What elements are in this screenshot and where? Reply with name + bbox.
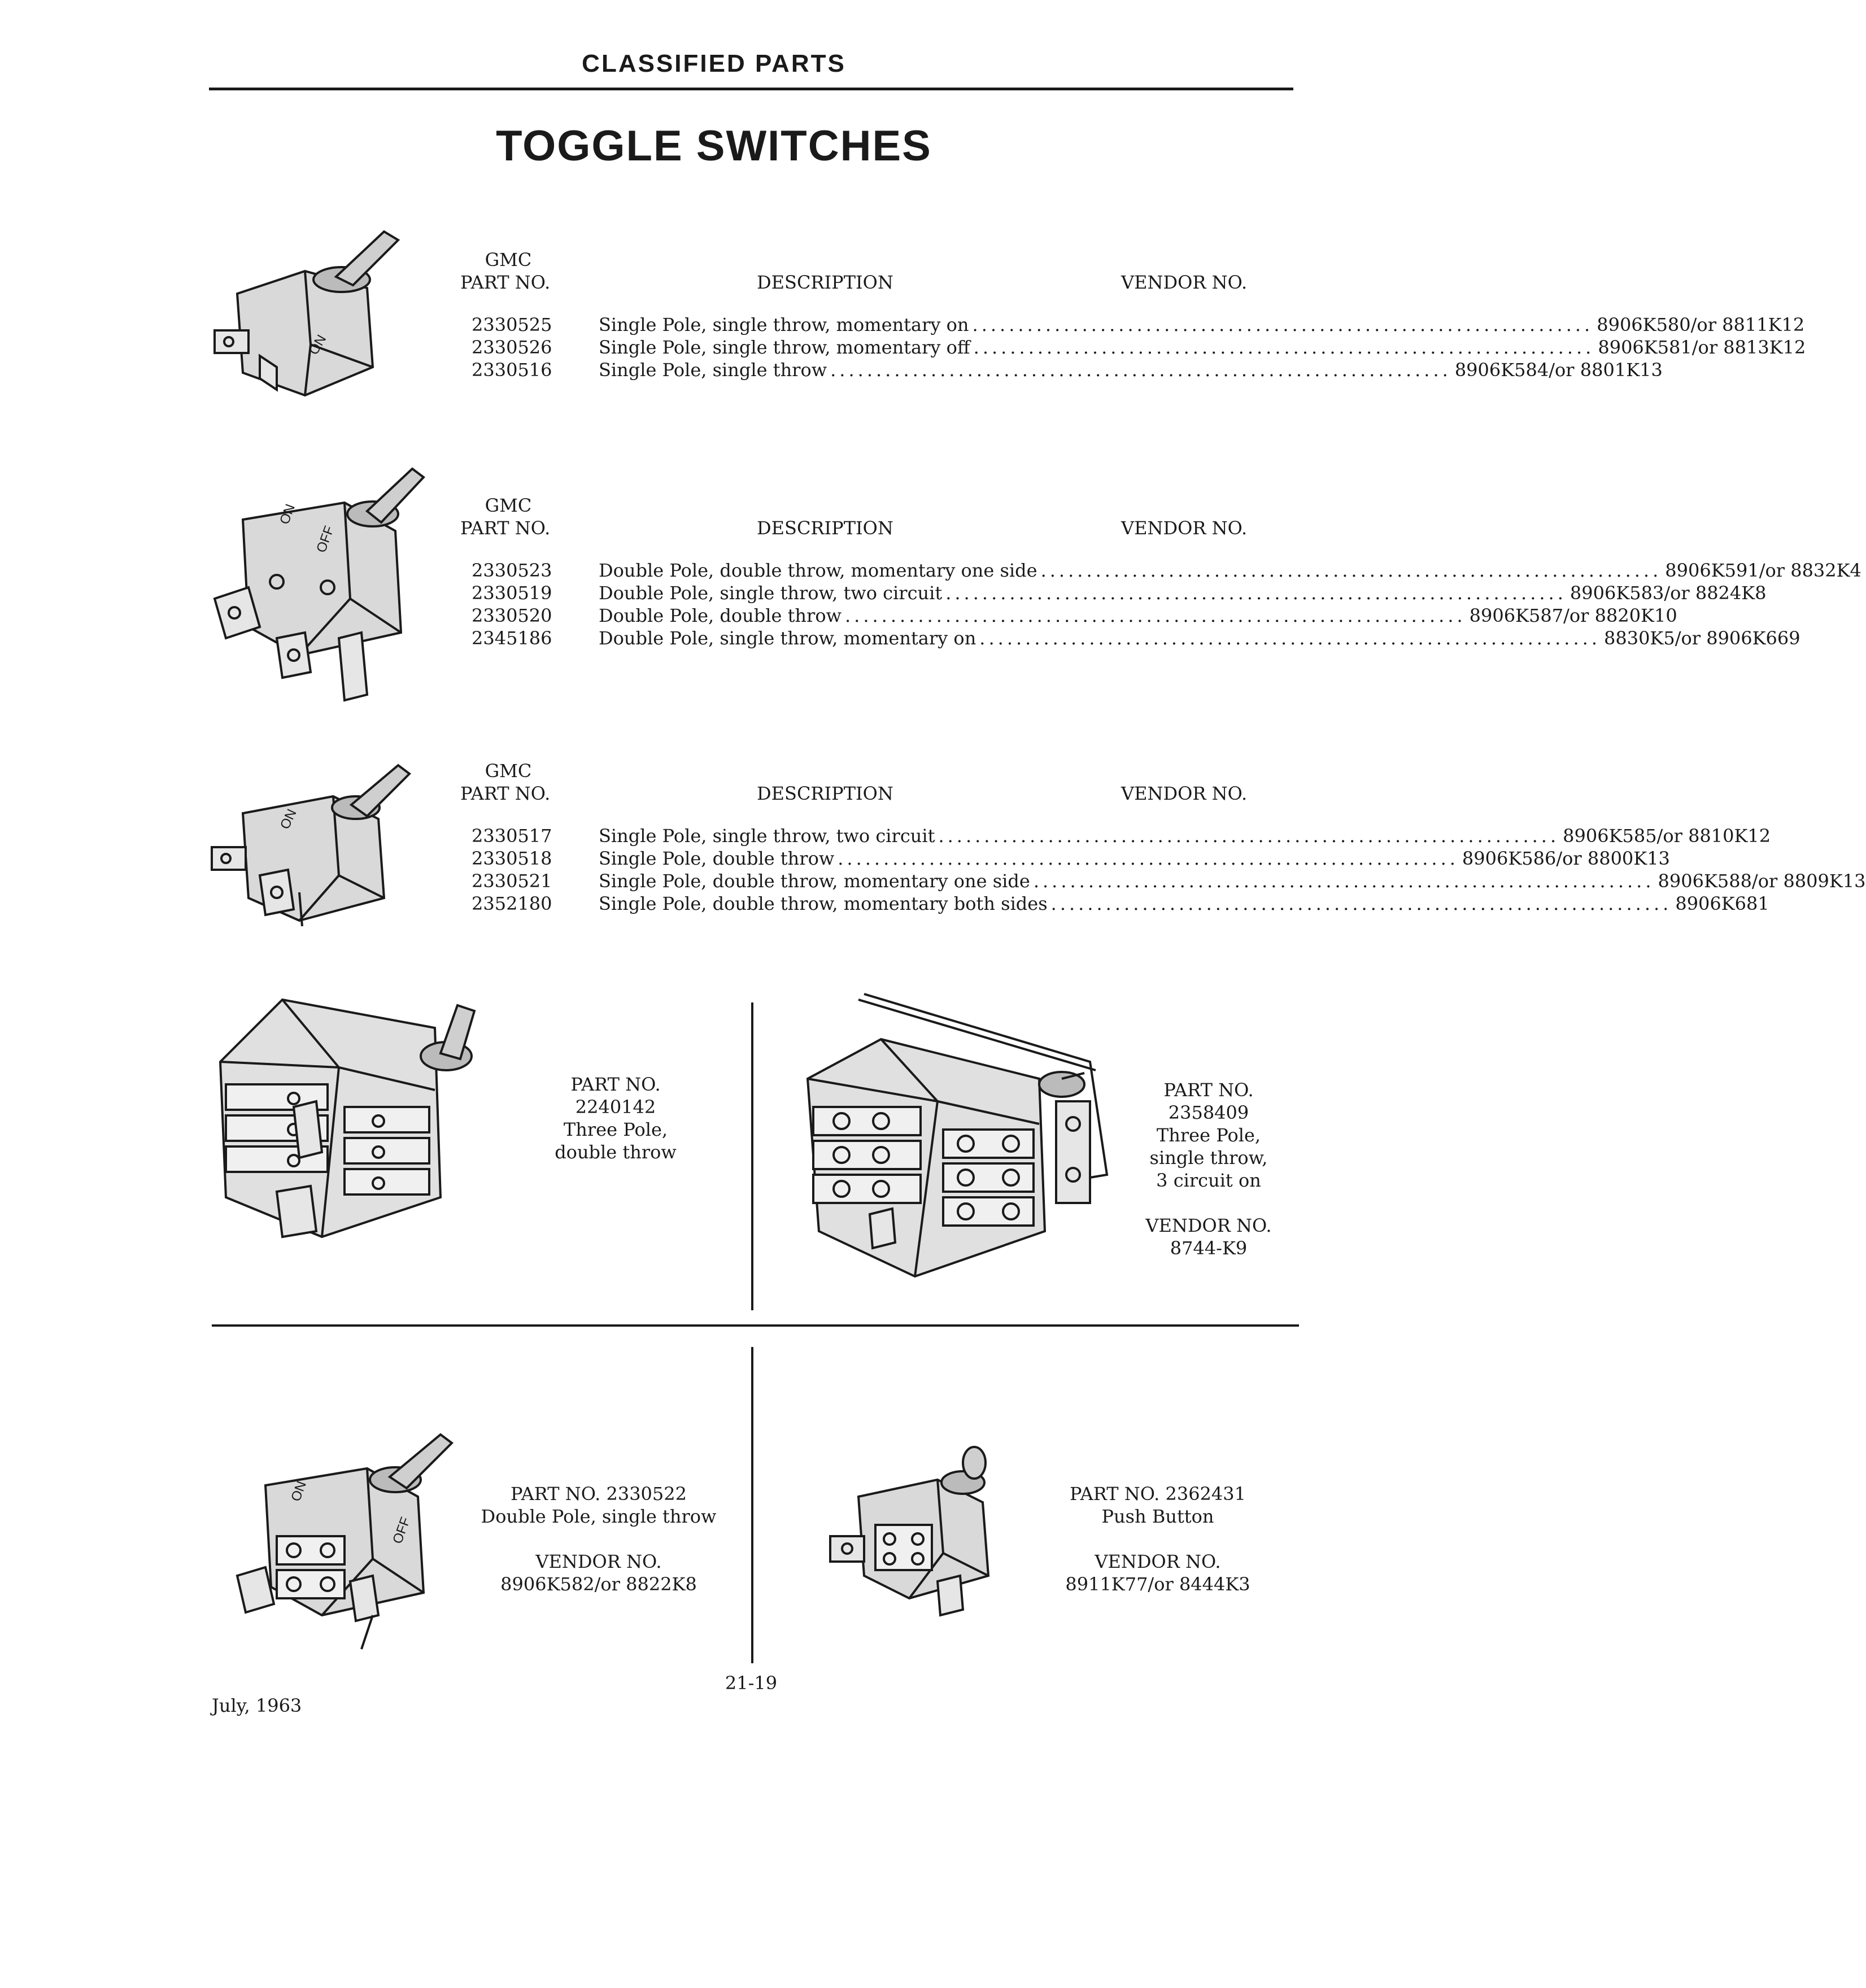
group2-gmc-heading: GMC [485, 495, 532, 516]
panel-separator-rule [212, 1324, 1299, 1327]
group2-row4-vendor: 8830K5/or 8906K669 [1603, 627, 1800, 649]
group3-row1 [599, 825, 1771, 847]
page-title: TOGGLE SWITCHES [496, 122, 932, 170]
group2-row4 [599, 627, 1800, 649]
panel-divider-top [751, 1002, 753, 1310]
section-header: CLASSIFIED PARTS [582, 50, 846, 77]
group1-row3-vendor: 8906K584/or 8801K13 [1454, 359, 1663, 381]
panel-2362431-label: PART NO. 2362431 [1070, 1483, 1246, 1505]
group2-vendor-heading: VENDOR NO. [1121, 517, 1248, 539]
group1-row3 [599, 359, 1663, 381]
group1-row1-desc: Single Pole, single throw, momentary on [599, 314, 969, 335]
group1-row3-part: 2330516 [472, 359, 552, 381]
group1-row1-part: 2330525 [472, 314, 552, 335]
three-pole-switch-illustration-2358409 [796, 994, 1124, 1288]
panel-2330522-line1: Double Pole, single throw [481, 1506, 717, 1527]
group3-gmc-heading: GMC [485, 760, 532, 782]
on-marking: ON [277, 502, 298, 527]
panel-2358409-number: 2358409 [1168, 1102, 1249, 1123]
toggle-switch-illustration-1 [203, 226, 407, 407]
panel-2240142-label: PART NO. [570, 1074, 661, 1095]
group3-row4 [599, 892, 1769, 915]
group2-row2-part: 2330519 [472, 582, 552, 604]
panel-2358409-vendor: 8744-K9 [1170, 1237, 1248, 1259]
publication-date: July, 1963 [212, 1695, 302, 1716]
panel-2330522-label: PART NO. 2330522 [511, 1483, 687, 1505]
on-marking: ON [306, 332, 330, 358]
toggle-switch-illustration-2330522 [226, 1423, 452, 1660]
panel-2358409-label: PART NO. [1163, 1079, 1254, 1101]
panel-2362431-vendor: 8911K77/or 8444K3 [1065, 1573, 1250, 1595]
group3-row2-part: 2330518 [472, 848, 552, 869]
page-number: 21-19 [725, 1672, 778, 1694]
group3-row2-desc: Single Pole, double throw [599, 848, 835, 869]
group2-part-heading: PART NO. [460, 517, 551, 539]
leader-dots: .................................................................... [838, 848, 1459, 869]
panel-2240142-number: 2240142 [575, 1096, 656, 1118]
group1-description-heading: DESCRIPTION [757, 272, 893, 293]
group3-row1-desc: Single Pole, single throw, two circuit [599, 825, 935, 847]
leader-dots: .................................................................... [1040, 560, 1662, 581]
toggle-switch-illustration-3 [203, 762, 418, 932]
group1-row2 [599, 336, 1806, 359]
group3-row4-desc: Single Pole, double throw, momentary both sides [599, 893, 1048, 914]
group1-part-heading: PART NO. [460, 272, 551, 293]
group2-row2-desc: Double Pole, single throw, two circuit [599, 582, 943, 604]
group3-row3-vendor: 8906K588/or 8809K13 [1658, 870, 1866, 892]
group3-row2-vendor: 8906K586/or 8800K13 [1462, 848, 1670, 869]
group2-row3-vendor: 8906K587/or 8820K10 [1469, 605, 1677, 626]
panel-2240142-line2: double throw [555, 1141, 677, 1163]
group2-row2-vendor: 8906K583/or 8824K8 [1569, 582, 1767, 604]
group1-row1 [599, 313, 1805, 336]
panel-2330522-vendor: 8906K582/or 8822K8 [500, 1573, 697, 1595]
group1-row2-part: 2330526 [472, 337, 552, 358]
leader-dots: .................................................................... [945, 582, 1567, 604]
leader-dots: .................................................................... [979, 627, 1601, 649]
group3-row2 [599, 847, 1670, 870]
group3-row3-part: 2330521 [472, 870, 552, 892]
leader-dots: .................................................................... [972, 314, 1594, 335]
group1-row2-vendor: 8906K581/or 8813K12 [1598, 337, 1806, 358]
header-rule [209, 88, 1293, 90]
three-pole-switch-illustration-2240142 [209, 994, 503, 1254]
group3-row3-desc: Single Pole, double throw, momentary one side [599, 870, 1030, 892]
group3-row1-part: 2330517 [472, 825, 552, 847]
panel-2240142-line1: Three Pole, [563, 1119, 668, 1140]
group2-row4-part: 2345186 [472, 627, 552, 649]
group2-row3 [599, 604, 1677, 627]
panel-2330522-vendor-label: VENDOR NO. [535, 1551, 662, 1572]
group3-description-heading: DESCRIPTION [757, 783, 893, 804]
off-marking: OFF [390, 1515, 414, 1546]
panel-divider-bottom [751, 1347, 753, 1663]
leader-dots: .................................................................... [938, 825, 1560, 847]
on-marking: ON [277, 806, 300, 832]
group1-row3-desc: Single Pole, single throw [599, 359, 827, 381]
leader-dots: .................................................................... [1033, 870, 1655, 892]
group3-row4-part: 2352180 [472, 893, 552, 914]
off-marking: OFF [313, 524, 338, 555]
panel-2362431-vendor-label: VENDOR NO. [1095, 1551, 1221, 1572]
group3-part-heading: PART NO. [460, 783, 551, 804]
panel-2362431-line1: Push Button [1101, 1506, 1214, 1527]
group3-row3 [599, 870, 1866, 892]
group2-description-heading: DESCRIPTION [757, 517, 893, 539]
group2-row3-desc: Double Pole, double throw [599, 605, 842, 626]
group3-row1-vendor: 8906K585/or 8810K12 [1563, 825, 1771, 847]
group1-gmc-heading: GMC [485, 249, 532, 271]
leader-dots: .................................................................... [973, 337, 1595, 358]
group1-row1-vendor: 8906K580/or 8811K12 [1597, 314, 1805, 335]
toggle-switch-illustration-2 [203, 469, 418, 712]
group2-row1-vendor: 8906K591/or 8832K4 [1665, 560, 1861, 581]
group1-vendor-heading: VENDOR NO. [1121, 272, 1248, 293]
group2-row1 [599, 559, 1861, 582]
panel-2358409-line1: Three Pole, [1156, 1124, 1261, 1146]
group2-row1-desc: Double Pole, double throw, momentary one side [599, 560, 1037, 581]
group2-row3-part: 2330520 [472, 605, 552, 626]
group2-row4-desc: Double Pole, single throw, momentary on [599, 627, 976, 649]
leader-dots: .................................................................... [844, 605, 1466, 626]
group2-row2 [599, 582, 1767, 604]
push-button-switch-illustration-2362431 [825, 1446, 1005, 1627]
group3-vendor-heading: VENDOR NO. [1121, 783, 1248, 804]
panel-2358409-line3: 3 circuit on [1156, 1170, 1261, 1191]
on-marking: ON [288, 1479, 309, 1504]
group3-row4-vendor: 8906K681 [1675, 893, 1769, 914]
panel-2358409-vendor-label: VENDOR NO. [1145, 1215, 1272, 1236]
group2-row1-part: 2330523 [472, 560, 552, 581]
leader-dots: .................................................................... [830, 359, 1451, 381]
leader-dots: .................................................................... [1050, 893, 1672, 914]
panel-2358409-line2: single throw, [1149, 1147, 1268, 1169]
group1-row2-desc: Single Pole, single throw, momentary off [599, 337, 970, 358]
